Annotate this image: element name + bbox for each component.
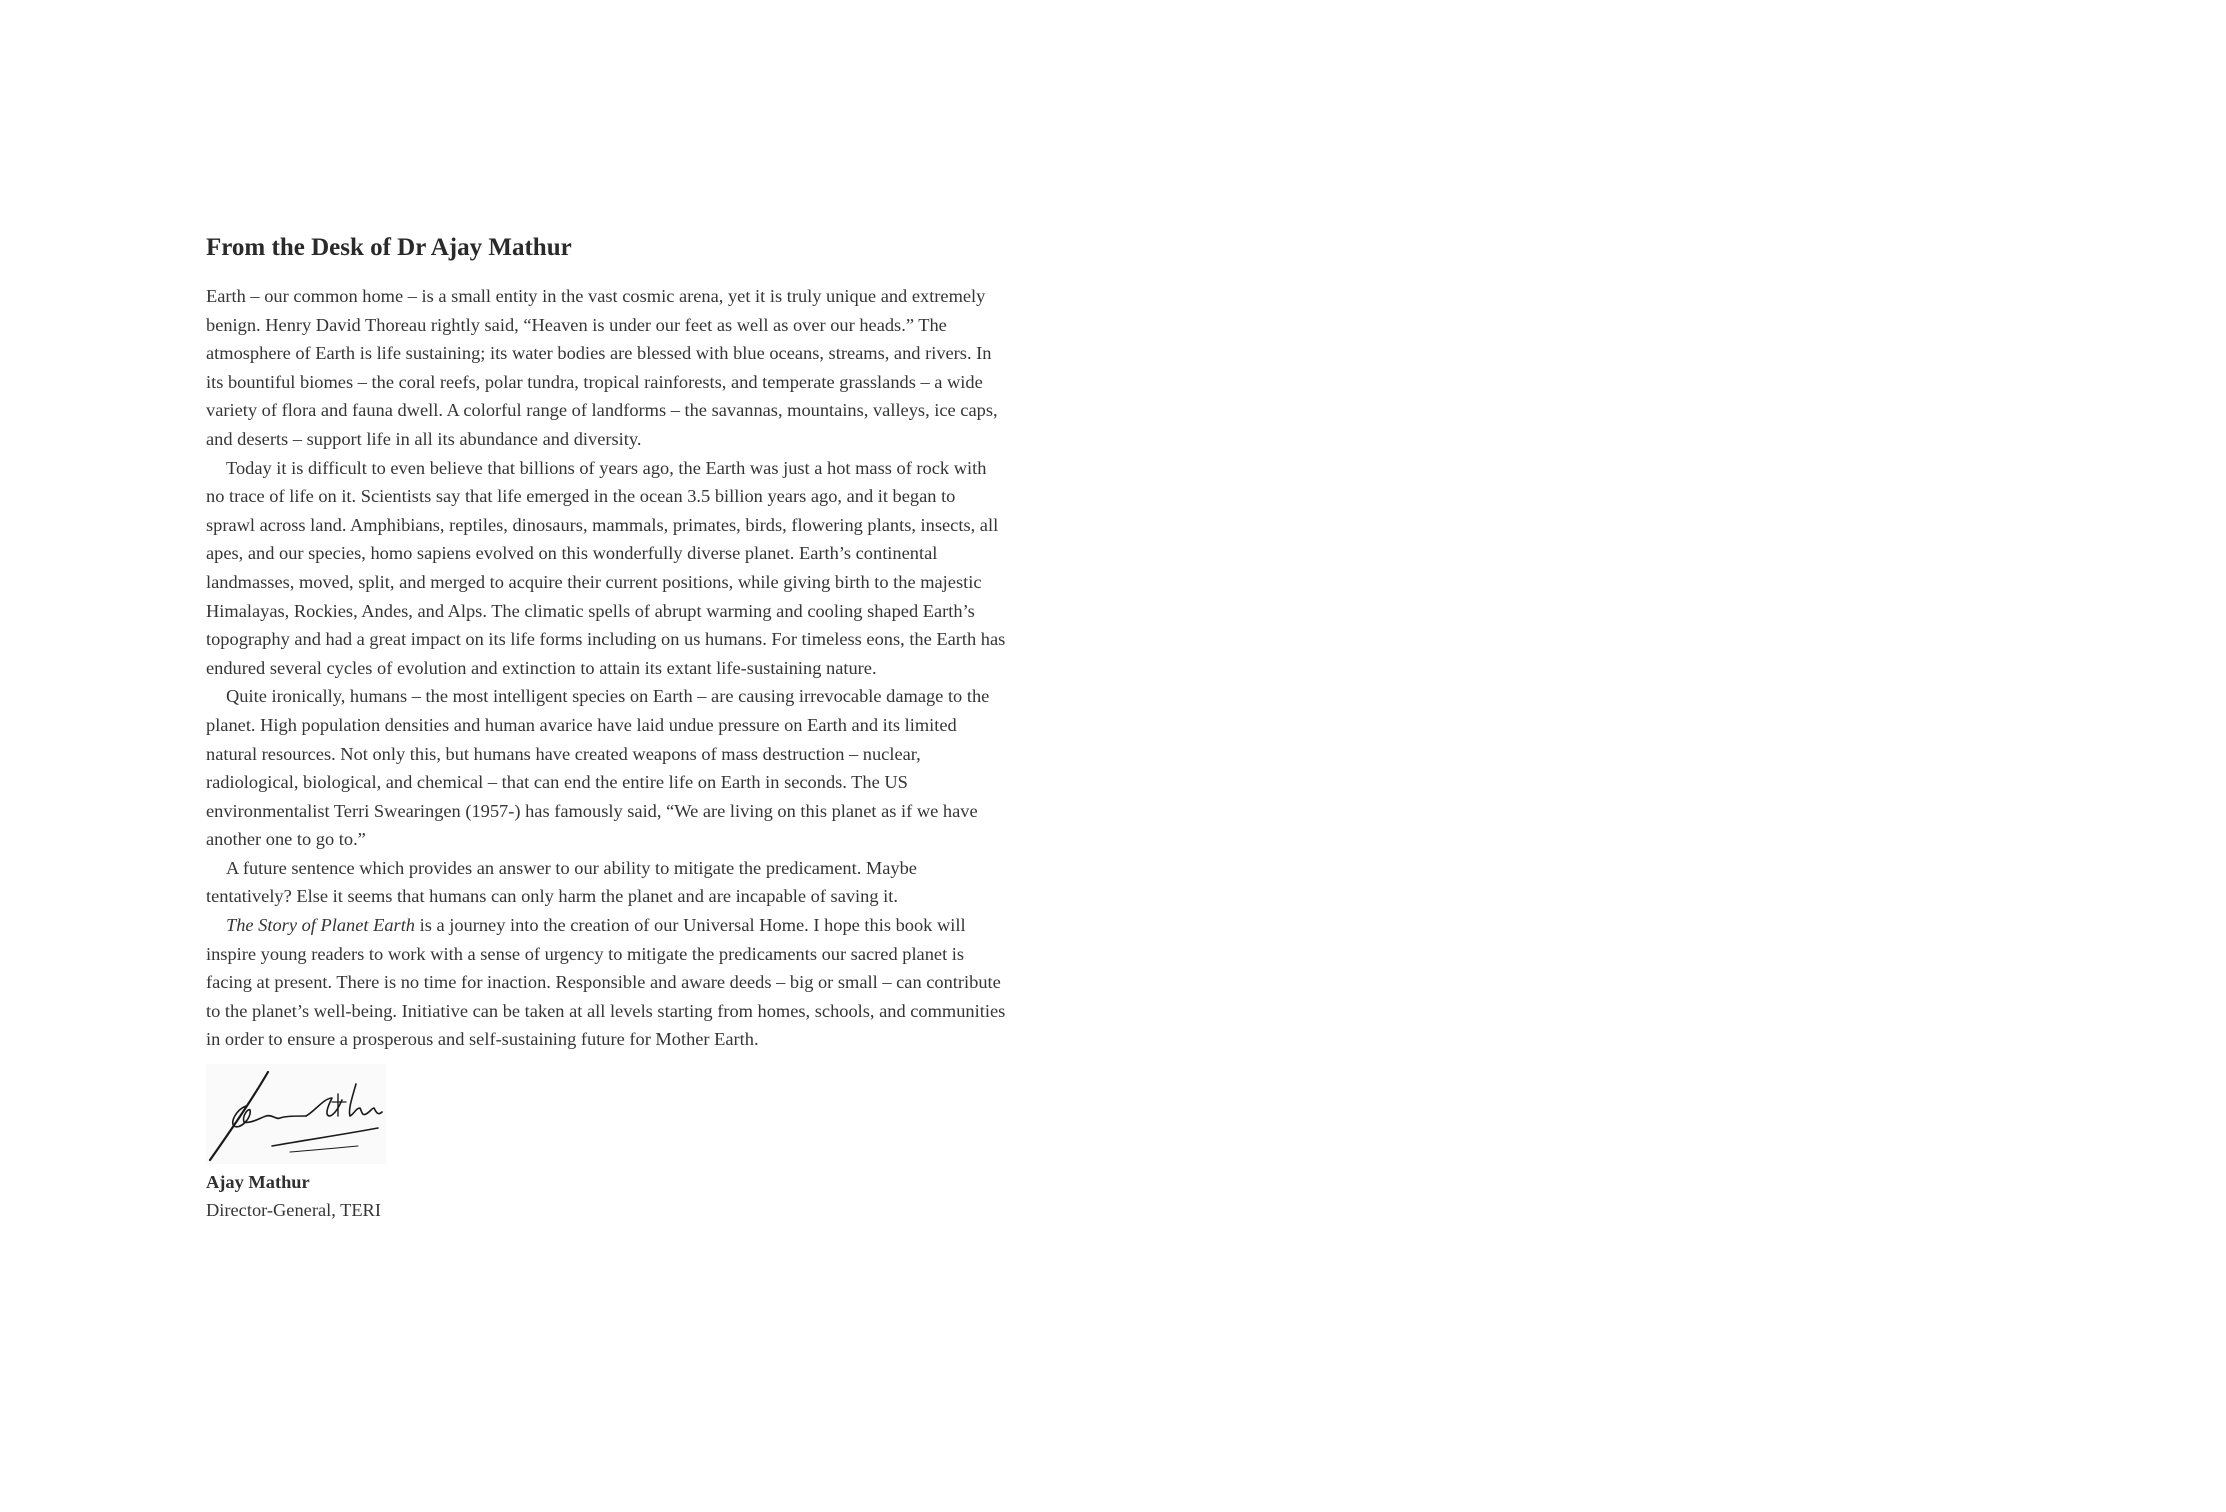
signer-name: Ajay Mathur — [206, 1172, 310, 1193]
paragraph-5-body: is a journey into the creation of our Universal Home. I hope this book will inspire young readers to work with a sense of urgency to mitigate the predicaments our sacred planet is facing at present. There is no time for inaction. Responsible and aware deeds – big or small – can contribute to the planet’s well-being. Initiative can be taken at all levels starting from homes, schools, and communities in order to ensure a prosperous and self-sustaining future for Mother Earth. — [206, 915, 1006, 1050]
signature-icon — [206, 1064, 386, 1164]
paragraph-2: Today it is difficult to even believe that billions of years ago, the Earth was just a hot mass of rock with no trace of life on it. Scientists say that life emerged in the ocean 3.5 billion years ago, and it began to sprawl across land. Amphibians, reptiles, dinosaurs, mammals, primates, birds, flowering plants, insects, all apes, and our species, homo sapiens evolved on this wonderfully diverse planet. Earth’s continental landmasses, moved, split, and merged to acquire their current positions, while giving birth to the majestic Himalayas, Rockies, Andes, and Alps. The climatic spells of abrupt warming and cooling shaped Earth’s topography and had a great impact on its life forms including on us humans. For timeless eons, the Earth has endured several cycles of evolution and extinction to attain its extant life-sustaining nature. — [206, 457, 1006, 678]
paragraph-5 — [206, 911, 1006, 1054]
paragraph-3: Quite ironically, humans – the most intelligent species on Earth – are causing irrevocable damage to the planet. High population densities and human avarice have laid undue pressure on Earth and its limited natural resources. Not only this, but humans have created weapons of mass destruction – nuclear, radiological, biological, and chemical – that can end the entire life on Earth in seconds. The US environmentalist Terri Swearingen (1957-) has famously said, “We are living on this planet as if we have another one to go to.” — [206, 686, 990, 850]
letter-heading: From the Desk of Dr Ajay Mathur — [206, 234, 572, 261]
signer-title: Director-General, TERI — [206, 1200, 381, 1221]
paragraph-1: Earth – our common home – is a small entity in the vast cosmic arena, yet it is truly unique and extremely benign. Henry David Thoreau rightly said, “Heaven is under our feet as well as over our heads.” The atmosphere of Earth is life sustaining; its water bodies are blessed with blue oceans, streams, and rivers. In its bountiful biomes – the coral reefs, polar tundra, tropical rainforests, and temperate grasslands – a wide variety of flora and fauna dwell. A colorful range of landforms – the savannas, mountains, valleys, ice caps, and deserts – support life in all its abundance and diversity. — [206, 286, 998, 449]
book-title-emphasis: The Story of Planet Earth — [226, 915, 415, 936]
foreword-letter — [206, 228, 1006, 1224]
paragraph-4: A future sentence which provides an answer to our ability to mitigate the predicament. Maybe tentatively? Else it seems that humans can only harm the planet and are incapable of saving it. — [206, 857, 917, 907]
